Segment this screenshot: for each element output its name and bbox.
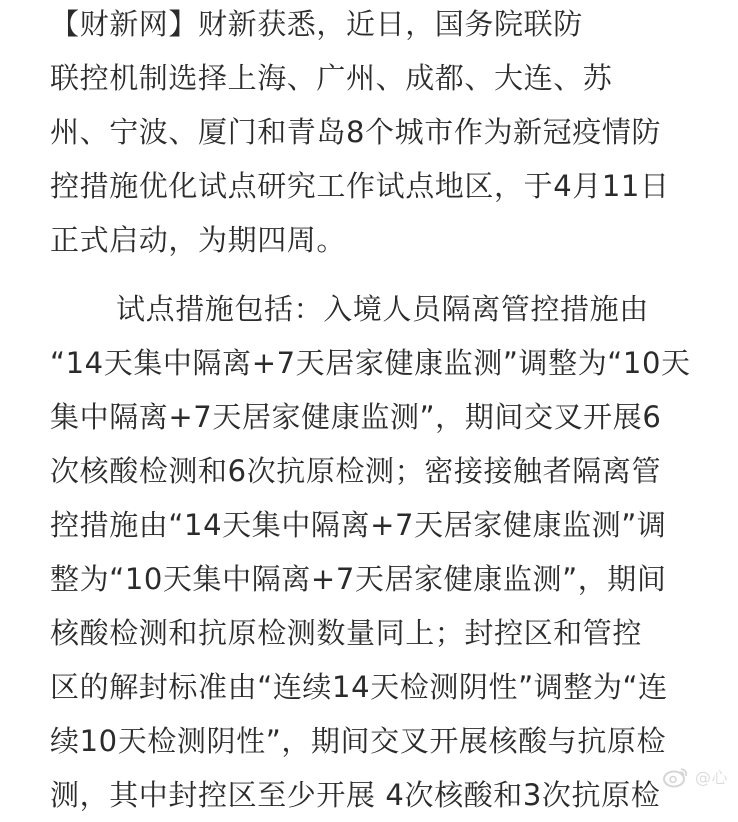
article-paragraph-1 xyxy=(50,0,730,267)
text-line: 控措施由“14天集中隔离+7天居家健康监测”调 xyxy=(50,508,667,542)
text-line: “14天集中隔离+7天居家健康监测”调整为“10天 xyxy=(50,346,691,380)
text-line: 集中隔离+7天居家健康监测”，期间交叉开展6 xyxy=(50,400,662,434)
watermark-text: @心 xyxy=(694,768,728,787)
text-line: 州、宁波、厦门和青岛8个城市作为新冠疫情防 xyxy=(50,115,662,149)
text-line: 试点措施包括：入境人员隔离管控措施由 xyxy=(116,292,649,326)
text-line: 核酸检测和抗原检测数量同上；封控区和管控 xyxy=(50,616,643,650)
text-line: 次核酸检测和6次抗原检测；密接接触者隔离管 xyxy=(50,454,662,488)
text-line: 续10天检测阴性”，期间交叉开展核酸与抗原检 xyxy=(50,724,667,758)
text-line: 测，其中封控区至少开展 4次核酸和3次抗原检 xyxy=(50,778,661,812)
text-line: 控措施优化试点研究工作试点地区，于4月11日 xyxy=(50,169,670,203)
text-line: 区的解封标准由“连续14天检测阴性”调整为“连 xyxy=(50,670,668,704)
text-line: 整为“10天集中隔离+7天居家健康监测”，期间 xyxy=(50,562,667,596)
text-line: 正式启动，为期四周。 xyxy=(50,223,347,257)
text-line: 【财新网】财新获悉，近日，国务院联防 xyxy=(50,7,583,41)
article-paragraph-2 xyxy=(50,282,730,822)
text-line: 联控机制选择上海、广州、成都、大连、苏 xyxy=(50,61,613,95)
